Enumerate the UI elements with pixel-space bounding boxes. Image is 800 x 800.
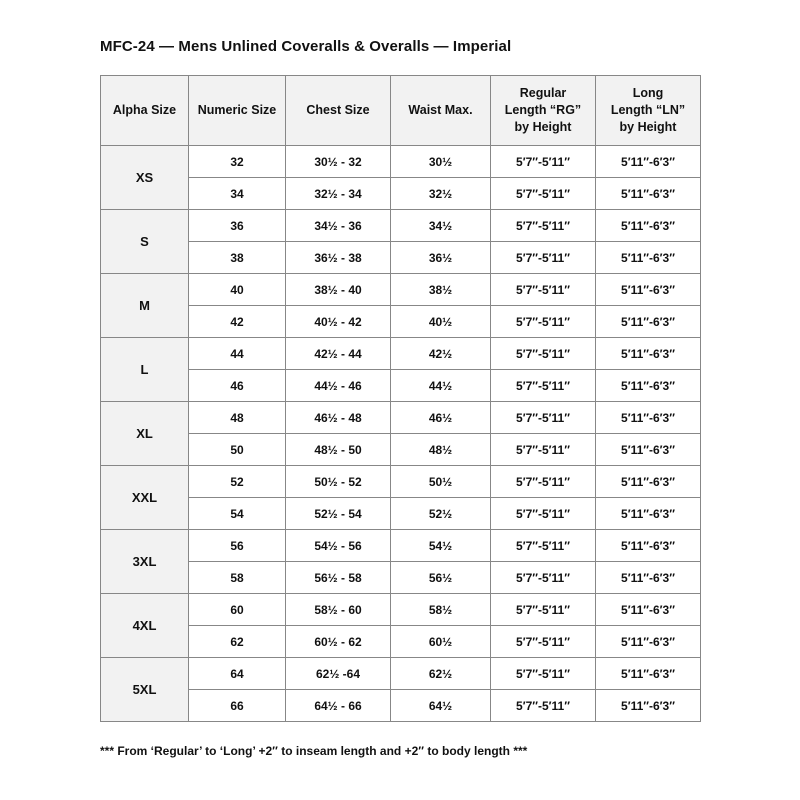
chest-size-cell: 60½ - 62 xyxy=(286,626,391,658)
table-row xyxy=(101,274,701,306)
waist-max-cell: 50½ xyxy=(391,466,491,498)
regular-length-cell: 5′7″-5′11″ xyxy=(491,434,596,466)
waist-max-cell: 60½ xyxy=(391,626,491,658)
long-length-cell: 5′11″-6′3″ xyxy=(596,178,701,210)
numeric-size-cell: 48 xyxy=(189,402,286,434)
waist-max-cell: 46½ xyxy=(391,402,491,434)
chest-size-cell: 32½ - 34 xyxy=(286,178,391,210)
waist-max-cell: 62½ xyxy=(391,658,491,690)
table-row xyxy=(101,178,701,210)
numeric-size-cell: 38 xyxy=(189,242,286,274)
long-length-cell: 5′11″-6′3″ xyxy=(596,210,701,242)
table-row xyxy=(101,402,701,434)
long-length-cell: 5′11″-6′3″ xyxy=(596,338,701,370)
table-row xyxy=(101,562,701,594)
column-header-long-length: Long Length “LN” by Height xyxy=(596,76,701,146)
regular-length-cell: 5′7″-5′11″ xyxy=(491,530,596,562)
numeric-size-cell: 62 xyxy=(189,626,286,658)
column-header-waist-max: Waist Max. xyxy=(391,76,491,146)
regular-length-cell: 5′7″-5′11″ xyxy=(491,242,596,274)
numeric-size-cell: 66 xyxy=(189,690,286,722)
chest-size-cell: 62½ -64 xyxy=(286,658,391,690)
chest-size-cell: 50½ - 52 xyxy=(286,466,391,498)
waist-max-cell: 38½ xyxy=(391,274,491,306)
footnote: *** From ‘Regular’ to ‘Long’ +2″ to inseam length and +2″ to body length *** xyxy=(100,744,528,758)
chest-size-cell: 30½ - 32 xyxy=(286,146,391,178)
long-length-cell: 5′11″-6′3″ xyxy=(596,242,701,274)
regular-length-cell: 5′7″-5′11″ xyxy=(491,498,596,530)
table-row xyxy=(101,690,701,722)
waist-max-cell: 40½ xyxy=(391,306,491,338)
long-length-cell: 5′11″-6′3″ xyxy=(596,530,701,562)
numeric-size-cell: 64 xyxy=(189,658,286,690)
chest-size-cell: 64½ - 66 xyxy=(286,690,391,722)
regular-length-cell: 5′7″-5′11″ xyxy=(491,178,596,210)
long-length-cell: 5′11″-6′3″ xyxy=(596,690,701,722)
numeric-size-cell: 56 xyxy=(189,530,286,562)
size-chart-table xyxy=(100,75,701,722)
alpha-size-cell: L xyxy=(101,338,189,402)
waist-max-cell: 30½ xyxy=(391,146,491,178)
numeric-size-cell: 34 xyxy=(189,178,286,210)
numeric-size-cell: 44 xyxy=(189,338,286,370)
long-length-cell: 5′11″-6′3″ xyxy=(596,146,701,178)
alpha-size-cell: M xyxy=(101,274,189,338)
alpha-size-cell: 5XL xyxy=(101,658,189,722)
waist-max-cell: 42½ xyxy=(391,338,491,370)
regular-length-cell: 5′7″-5′11″ xyxy=(491,210,596,242)
chest-size-cell: 36½ - 38 xyxy=(286,242,391,274)
chest-size-cell: 34½ - 36 xyxy=(286,210,391,242)
long-length-cell: 5′11″-6′3″ xyxy=(596,658,701,690)
waist-max-cell: 36½ xyxy=(391,242,491,274)
table-row xyxy=(101,466,701,498)
long-length-cell: 5′11″-6′3″ xyxy=(596,466,701,498)
numeric-size-cell: 36 xyxy=(189,210,286,242)
numeric-size-cell: 52 xyxy=(189,466,286,498)
table-row xyxy=(101,658,701,690)
waist-max-cell: 52½ xyxy=(391,498,491,530)
numeric-size-cell: 54 xyxy=(189,498,286,530)
table-row xyxy=(101,594,701,626)
waist-max-cell: 32½ xyxy=(391,178,491,210)
size-table-body xyxy=(101,146,701,722)
header-row xyxy=(101,76,701,146)
alpha-size-cell: XXL xyxy=(101,466,189,530)
long-length-cell: 5′11″-6′3″ xyxy=(596,402,701,434)
long-length-cell: 5′11″-6′3″ xyxy=(596,370,701,402)
table-row xyxy=(101,210,701,242)
alpha-size-cell: S xyxy=(101,210,189,274)
regular-length-cell: 5′7″-5′11″ xyxy=(491,370,596,402)
alpha-size-cell: XL xyxy=(101,402,189,466)
regular-length-cell: 5′7″-5′11″ xyxy=(491,306,596,338)
waist-max-cell: 48½ xyxy=(391,434,491,466)
regular-length-cell: 5′7″-5′11″ xyxy=(491,402,596,434)
numeric-size-cell: 32 xyxy=(189,146,286,178)
alpha-size-cell: 3XL xyxy=(101,530,189,594)
alpha-size-cell: 4XL xyxy=(101,594,189,658)
table-row xyxy=(101,434,701,466)
column-header-numeric-size: Numeric Size xyxy=(189,76,286,146)
chest-size-cell: 42½ - 44 xyxy=(286,338,391,370)
regular-length-cell: 5′7″-5′11″ xyxy=(491,690,596,722)
column-header-alpha-size: Alpha Size xyxy=(101,76,189,146)
regular-length-cell: 5′7″-5′11″ xyxy=(491,274,596,306)
regular-length-cell: 5′7″-5′11″ xyxy=(491,594,596,626)
regular-length-cell: 5′7″-5′11″ xyxy=(491,466,596,498)
waist-max-cell: 54½ xyxy=(391,530,491,562)
column-header-chest-size: Chest Size xyxy=(286,76,391,146)
long-length-cell: 5′11″-6′3″ xyxy=(596,274,701,306)
chest-size-cell: 40½ - 42 xyxy=(286,306,391,338)
waist-max-cell: 34½ xyxy=(391,210,491,242)
regular-length-cell: 5′7″-5′11″ xyxy=(491,658,596,690)
table-row xyxy=(101,498,701,530)
table-row xyxy=(101,338,701,370)
chest-size-cell: 38½ - 40 xyxy=(286,274,391,306)
column-header-regular-length: Regular Length “RG” by Height xyxy=(491,76,596,146)
waist-max-cell: 58½ xyxy=(391,594,491,626)
long-length-cell: 5′11″-6′3″ xyxy=(596,594,701,626)
chest-size-cell: 58½ - 60 xyxy=(286,594,391,626)
table-row xyxy=(101,306,701,338)
waist-max-cell: 64½ xyxy=(391,690,491,722)
table-row xyxy=(101,370,701,402)
numeric-size-cell: 50 xyxy=(189,434,286,466)
regular-length-cell: 5′7″-5′11″ xyxy=(491,562,596,594)
long-length-cell: 5′11″-6′3″ xyxy=(596,434,701,466)
waist-max-cell: 56½ xyxy=(391,562,491,594)
numeric-size-cell: 60 xyxy=(189,594,286,626)
waist-max-cell: 44½ xyxy=(391,370,491,402)
chest-size-cell: 48½ - 50 xyxy=(286,434,391,466)
table-row xyxy=(101,626,701,658)
chest-size-cell: 46½ - 48 xyxy=(286,402,391,434)
long-length-cell: 5′11″-6′3″ xyxy=(596,498,701,530)
numeric-size-cell: 40 xyxy=(189,274,286,306)
long-length-cell: 5′11″-6′3″ xyxy=(596,626,701,658)
regular-length-cell: 5′7″-5′11″ xyxy=(491,626,596,658)
chest-size-cell: 56½ - 58 xyxy=(286,562,391,594)
numeric-size-cell: 42 xyxy=(189,306,286,338)
numeric-size-cell: 46 xyxy=(189,370,286,402)
numeric-size-cell: 58 xyxy=(189,562,286,594)
alpha-size-cell: XS xyxy=(101,146,189,210)
table-row xyxy=(101,242,701,274)
chest-size-cell: 54½ - 56 xyxy=(286,530,391,562)
chest-size-cell: 44½ - 46 xyxy=(286,370,391,402)
table-header xyxy=(101,76,701,146)
long-length-cell: 5′11″-6′3″ xyxy=(596,306,701,338)
regular-length-cell: 5′7″-5′11″ xyxy=(491,338,596,370)
chest-size-cell: 52½ - 54 xyxy=(286,498,391,530)
page-title: MFC-24 — Mens Unlined Coveralls & Overalls — Imperial xyxy=(100,38,512,55)
regular-length-cell: 5′7″-5′11″ xyxy=(491,146,596,178)
long-length-cell: 5′11″-6′3″ xyxy=(596,562,701,594)
table-row xyxy=(101,146,701,178)
table-row xyxy=(101,530,701,562)
